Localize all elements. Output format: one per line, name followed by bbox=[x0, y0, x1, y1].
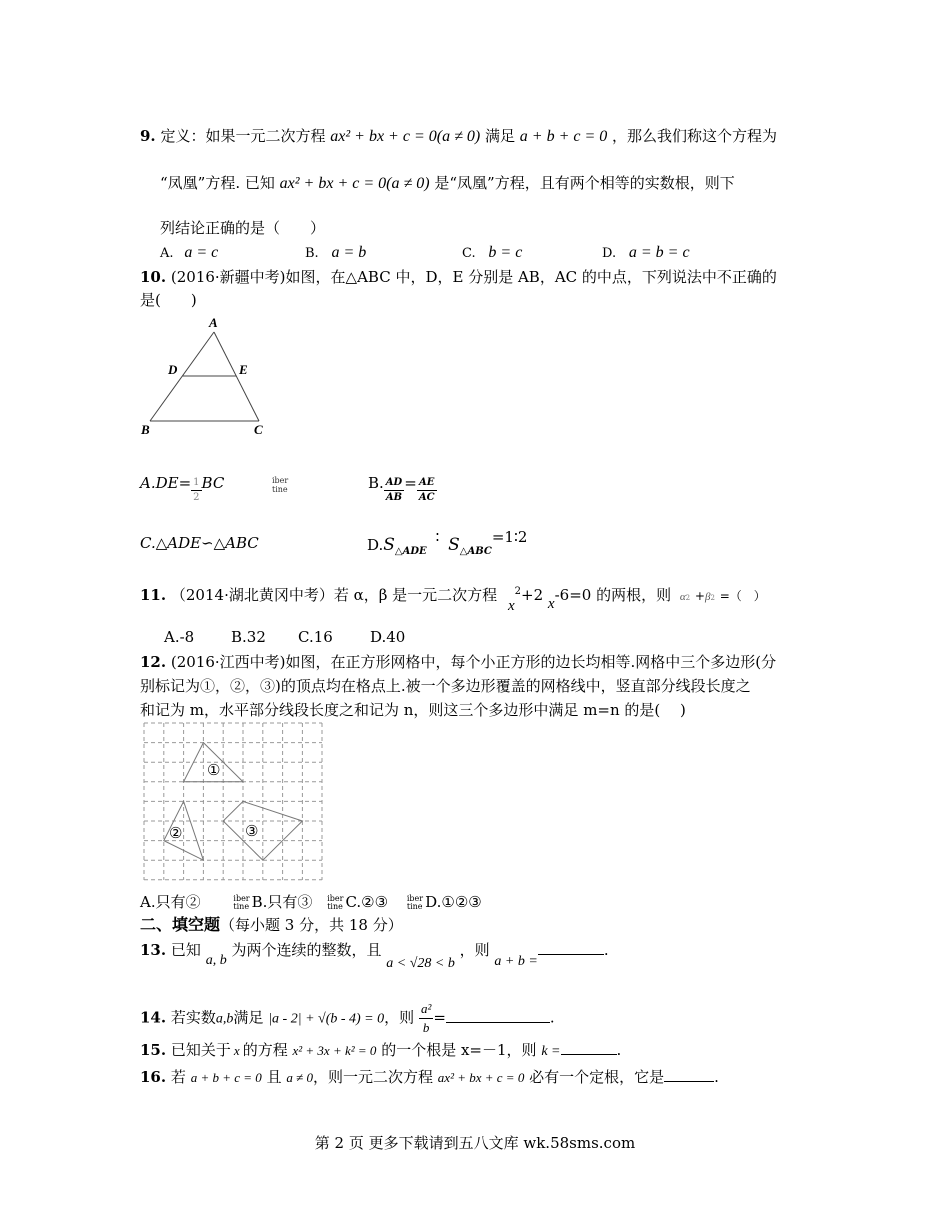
option-label: B. bbox=[368, 474, 384, 492]
fraction-ae-ac bbox=[417, 476, 437, 505]
artifact-top: iber bbox=[233, 894, 250, 903]
q9-option-a bbox=[160, 242, 218, 264]
q12-number: 12. bbox=[140, 653, 167, 671]
q9-option-c bbox=[462, 242, 522, 264]
equals: = bbox=[433, 1008, 446, 1027]
exponent: 2 bbox=[514, 586, 521, 597]
q15-text-3: 的一个根是 x=－1，则 bbox=[381, 1041, 537, 1059]
artifact-glyph bbox=[272, 476, 288, 494]
var-x: x bbox=[507, 598, 515, 614]
q15-answer-blank[interactable] bbox=[561, 1040, 617, 1055]
fraction-ad-ab bbox=[384, 476, 404, 505]
q9-text-1: 定义：如果一元二次方程 bbox=[160, 127, 326, 145]
numerator: 1 bbox=[191, 476, 201, 491]
q16-answer-blank[interactable] bbox=[664, 1067, 714, 1082]
q11-line1 bbox=[140, 582, 766, 614]
numerator: AD bbox=[384, 476, 404, 491]
q16-text-3: ，则一元二次方程 bbox=[313, 1068, 434, 1086]
q12-text-2: 别标记为①，②，③)的顶点均在格点上.被一个多边形覆盖的网格线中，竖直部分线段长度之 bbox=[140, 677, 751, 695]
q9-text-2: 满足 bbox=[484, 127, 515, 145]
option-label: A. bbox=[160, 246, 174, 261]
q16-condition-1: a + b + c = 0 bbox=[190, 1070, 262, 1085]
section-title: 二、填空题 bbox=[140, 915, 221, 934]
q9-line2 bbox=[160, 173, 735, 194]
option-value: a = c bbox=[184, 244, 219, 261]
q16-line bbox=[140, 1067, 719, 1088]
option-value: b = c bbox=[488, 244, 523, 261]
artifact-bottom: tine bbox=[327, 902, 343, 911]
q14-number: 14. bbox=[140, 1008, 167, 1027]
q15-equation: x² + 3x + k² = 0 bbox=[292, 1043, 377, 1058]
q9-option-d bbox=[602, 242, 690, 264]
vertex-label-d: D bbox=[168, 362, 178, 377]
q9-equation-2: a + b + c = 0 bbox=[519, 128, 608, 145]
label-circled-3: ③ bbox=[245, 824, 259, 840]
q11-option-c: C.16 bbox=[298, 628, 333, 646]
q12-option-d: D.①②③ bbox=[425, 893, 482, 911]
q9-text-5: 是“凤凰”方程，且有两个相等的实数根，则下 bbox=[434, 174, 735, 192]
q14-text-2: 满足 bbox=[233, 1008, 264, 1027]
q15-number: 15. bbox=[140, 1041, 167, 1059]
q14-answer-blank[interactable] bbox=[446, 1008, 550, 1023]
artifact-glyph bbox=[233, 895, 249, 911]
q9-text-6: 列结论正确的是（ ） bbox=[160, 219, 326, 237]
alpha: α bbox=[679, 591, 686, 603]
numerator: AE bbox=[417, 476, 437, 491]
q14-text-1: 若实数 bbox=[170, 1008, 216, 1027]
ratio-colon: ∶ bbox=[435, 528, 440, 546]
numerator: a² bbox=[419, 1000, 433, 1019]
q11-end: =（ ） bbox=[719, 589, 766, 603]
label-circled-1: ① bbox=[207, 763, 221, 779]
denominator: AB bbox=[385, 492, 403, 503]
q10-text-1: (2016·新疆中考)如图，在△ABC 中，D，E 分别是 AB，AC 的中点，下列说法中不正确的 bbox=[170, 268, 777, 286]
q13-text-2: 为两个连续的整数，且 bbox=[231, 941, 382, 959]
q10-option-d bbox=[367, 528, 528, 562]
q10-option-a bbox=[140, 473, 224, 505]
q14-fraction bbox=[419, 1000, 433, 1037]
q11-option-b: B.32 bbox=[231, 628, 266, 646]
q10-option-b bbox=[368, 473, 437, 505]
period: . bbox=[603, 941, 609, 959]
q10-text-2: 是( ) bbox=[140, 291, 197, 309]
artifact-bottom: tine bbox=[233, 902, 250, 911]
q16-equation: ax² + bx + c = 0 bbox=[437, 1070, 525, 1085]
q11-text-1: （2014·湖北黄冈中考）若 α，β 是一元二次方程 bbox=[170, 586, 498, 604]
q10-triangle-figure bbox=[135, 312, 275, 442]
q9-line1 bbox=[140, 126, 777, 147]
q12-line1 bbox=[140, 652, 776, 672]
vertex-label-a: A bbox=[209, 315, 218, 330]
q16-text-1: 若 bbox=[170, 1068, 186, 1086]
half-fraction bbox=[191, 476, 201, 505]
option-text: A.DE= bbox=[140, 474, 192, 492]
q15-k: k = bbox=[541, 1044, 561, 1059]
eq-tail: -6=0 的两根，则 bbox=[554, 586, 672, 604]
q16-condition-2: a ≠ 0 bbox=[286, 1070, 313, 1085]
artifact-top: iber bbox=[272, 476, 289, 485]
period: . bbox=[714, 1068, 719, 1086]
q9-number: 9. bbox=[140, 127, 156, 145]
q9-text-4: “凤凰”方程. 已知 bbox=[160, 174, 275, 192]
q11-option-a: A.-8 bbox=[164, 628, 195, 646]
equals: = bbox=[404, 474, 417, 492]
q13-text-3: ，则 bbox=[459, 941, 490, 959]
option-label: C. bbox=[462, 246, 476, 261]
area-symbol: S bbox=[448, 535, 460, 555]
q16-text-2: 且 bbox=[266, 1068, 282, 1086]
option-value: a = b = c bbox=[628, 244, 690, 261]
option-label: D. bbox=[602, 246, 617, 261]
q12-grid-figure bbox=[143, 722, 325, 882]
q9-option-b bbox=[305, 242, 366, 264]
subscript-ade: △ADE bbox=[394, 546, 427, 557]
area-symbol: S bbox=[383, 535, 395, 555]
q10-option-c: C.△ADE∽△ABC bbox=[140, 534, 259, 552]
plus: + bbox=[694, 589, 705, 603]
artifact-glyph bbox=[327, 895, 343, 911]
eq-part: +2 bbox=[521, 586, 544, 604]
vertex-label-e: E bbox=[239, 362, 248, 377]
square: 2 bbox=[710, 594, 715, 602]
q16-text-4: 必有一个定根，它是 bbox=[529, 1068, 665, 1086]
q16-number: 16. bbox=[140, 1068, 167, 1086]
q10-line1 bbox=[140, 267, 777, 287]
period: . bbox=[616, 1041, 622, 1059]
option-label: B. bbox=[305, 246, 319, 261]
q12-options-row bbox=[140, 892, 482, 912]
option-label: D. bbox=[367, 536, 384, 554]
q11-option-d: D.40 bbox=[370, 628, 406, 646]
q13-ab: a, b bbox=[205, 953, 227, 968]
page-footer: 第 2 页 更多下载请到五八文库 wk.58sms.com bbox=[314, 1134, 636, 1152]
q13-sum: a + b = bbox=[494, 954, 538, 969]
square: 2 bbox=[685, 594, 691, 602]
section-note: （每小题 3 分，共 18 分） bbox=[220, 916, 403, 934]
q13-inequality: a < √28 < b bbox=[386, 956, 455, 971]
subscript-abc: △ABC bbox=[459, 546, 492, 557]
q13-answer-blank[interactable] bbox=[538, 940, 604, 955]
denominator: AC bbox=[418, 492, 435, 503]
section-2-heading bbox=[140, 915, 403, 935]
q12-option-b: B.只有③ bbox=[251, 893, 313, 911]
q12-option-a: A.只有② bbox=[140, 893, 201, 911]
artifact-top: iber bbox=[406, 894, 424, 903]
artifact-glyph bbox=[407, 895, 423, 911]
ratio-value: =1∶2 bbox=[491, 528, 528, 546]
artifact-bottom: tine bbox=[272, 485, 288, 494]
grid-lines bbox=[144, 723, 322, 880]
label-circled-2: ② bbox=[169, 826, 183, 842]
q13-line bbox=[140, 940, 609, 971]
option-value: a = b bbox=[331, 244, 367, 261]
q15-text-2: 的方程 bbox=[242, 1041, 288, 1059]
q11-number: 11. bbox=[140, 586, 167, 604]
q14-line bbox=[140, 1000, 555, 1037]
var-x: x bbox=[547, 596, 555, 612]
q9-equation-1: ax² + bx + c = 0(a ≠ 0) bbox=[330, 128, 481, 145]
q15-text-1: 已知关于 bbox=[170, 1041, 231, 1059]
q15-var-x: x bbox=[233, 1043, 240, 1058]
q12-text-1: (2016·江西中考)如图，在正方形网格中，每个小正方形的边长均相等.网格中三个多边形(分 bbox=[170, 653, 777, 671]
q9-text-3: ，那么我们称这个方程为 bbox=[612, 127, 778, 145]
q12-option-c: C.②③ bbox=[345, 893, 389, 911]
q14-ab: a,b bbox=[215, 1011, 234, 1027]
artifact-top: iber bbox=[327, 894, 344, 903]
q14-text-3: ，则 bbox=[384, 1008, 415, 1027]
q13-text-1: 已知 bbox=[170, 941, 201, 959]
vertex-label-c: C bbox=[254, 422, 263, 437]
option-text-tail: BC bbox=[201, 474, 225, 492]
period: . bbox=[549, 1008, 555, 1027]
artifact-bottom: tine bbox=[406, 902, 423, 911]
vertex-label-b: B bbox=[141, 422, 150, 437]
q13-number: 13. bbox=[140, 941, 167, 959]
denominator: 2 bbox=[193, 492, 200, 503]
q15-line bbox=[140, 1040, 621, 1062]
q12-text-3: 和记为 m，水平部分线段长度之和记为 n，则这三个多边形中满足 m=n 的是( ) bbox=[140, 701, 686, 719]
q9-equation-3: ax² + bx + c = 0(a ≠ 0) bbox=[279, 175, 430, 192]
beta: β bbox=[704, 591, 711, 603]
q10-number: 10. bbox=[140, 268, 167, 286]
denominator: b bbox=[422, 1020, 430, 1035]
q14-condition: |a - 2| + √(b - 4) = 0 bbox=[268, 1011, 385, 1027]
